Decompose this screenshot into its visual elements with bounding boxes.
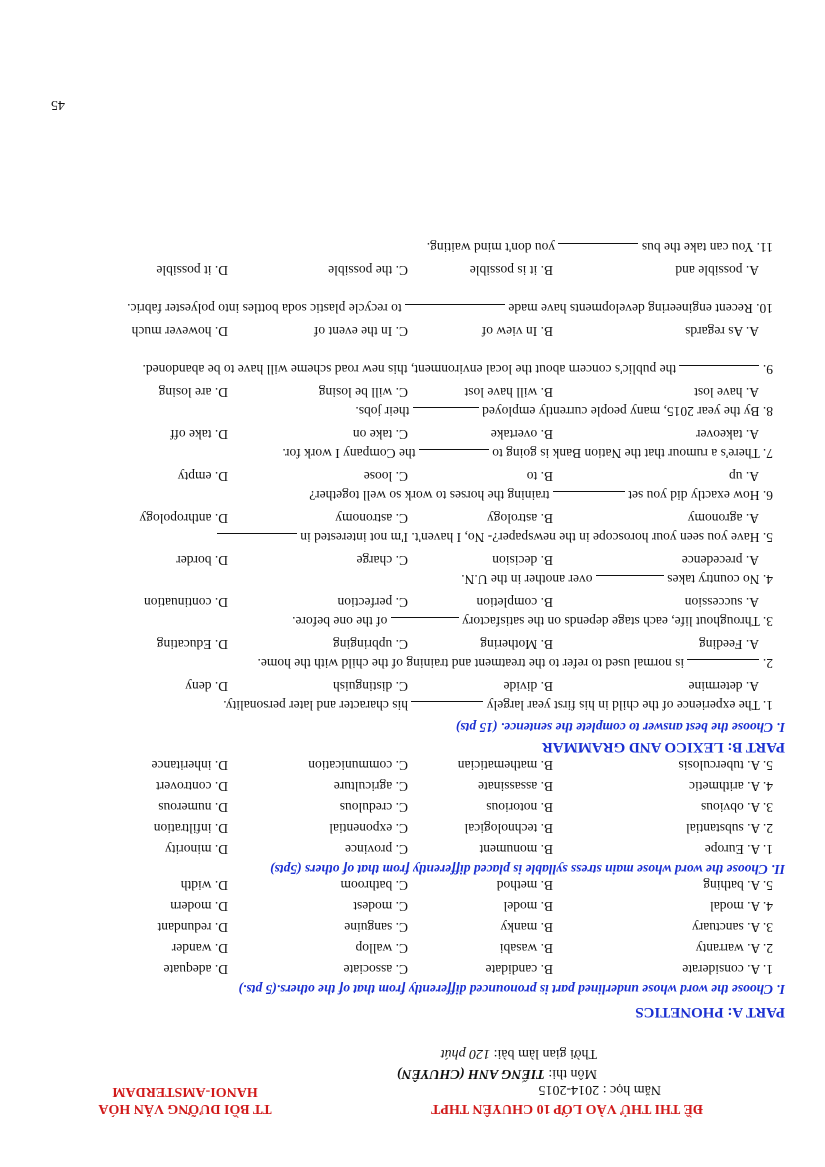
phonetics-1-option: D. adequate bbox=[163, 962, 228, 977]
answer-option[interactable]: C. loose bbox=[363, 469, 408, 484]
answer-option[interactable]: B. completion bbox=[476, 595, 553, 610]
question-text: 3. Throughout life, each stage depends on the satisfactory bbox=[458, 614, 773, 629]
part-b-instruction: I. Choose the best answer to complete the sentence. (15 pts) bbox=[455, 720, 785, 735]
phonetics-1-option: B. method bbox=[496, 878, 553, 893]
center-name: TT BỒI DƯỠNG VĂN HÓA bbox=[98, 1101, 272, 1116]
phonetics-2-row-2 bbox=[30, 816, 773, 836]
phonetics-2-option: 3. A. obvious bbox=[700, 800, 773, 815]
question-text: his character and later personality. bbox=[223, 698, 412, 713]
answer-blank[interactable] bbox=[688, 659, 760, 672]
phonetics-2-option: B. technological bbox=[464, 821, 553, 836]
phonetics-2-option: D. controvert bbox=[156, 779, 228, 794]
phonetics-2-option: B. monument bbox=[479, 842, 553, 857]
phonetics-1-option: B. candidate bbox=[485, 962, 553, 977]
phonetics-2-option: C. agriculture bbox=[333, 779, 408, 794]
answer-option[interactable]: D. border bbox=[176, 553, 228, 568]
answer-option[interactable]: B. divide bbox=[503, 679, 553, 694]
phonetics-2-row-3 bbox=[30, 795, 773, 815]
phonetics-2-option: D. minority bbox=[165, 842, 228, 857]
answer-option[interactable]: C. will be losing bbox=[318, 385, 408, 400]
time-line bbox=[441, 1043, 597, 1063]
question-text: is normal used to refer to the treatment and training of the child with the home. bbox=[257, 656, 688, 671]
answer-option[interactable]: B. Mothering bbox=[480, 637, 553, 652]
question-options bbox=[30, 258, 773, 278]
phonetics-2-option: 2. A. substantial bbox=[686, 821, 773, 836]
exam-header-right bbox=[25, 1083, 345, 1117]
answer-blank[interactable] bbox=[680, 365, 760, 378]
question-stem bbox=[28, 527, 773, 547]
answer-option[interactable]: B. it is possible bbox=[469, 263, 553, 278]
phonetics-2-row-1 bbox=[30, 837, 773, 857]
answer-option[interactable]: B. In view of bbox=[481, 324, 553, 339]
answer-option[interactable]: D. continuation bbox=[144, 595, 228, 610]
subject-prefix: Môn thi: bbox=[544, 1066, 597, 1081]
answer-option[interactable]: A. precedence bbox=[681, 553, 759, 568]
answer-blank[interactable] bbox=[559, 243, 639, 256]
phonetics-2-option: C. exponential bbox=[329, 821, 408, 836]
phonetics-1-option: 3. A. sanctuary bbox=[692, 920, 773, 935]
time-value: 120 phút bbox=[440, 1046, 491, 1061]
answer-option[interactable]: C. In the event of bbox=[313, 324, 408, 339]
phonetics-2-option: C. credulous bbox=[339, 800, 408, 815]
question-text: the public's concern about the local environment, this new road scheme will have to be abandoned. bbox=[142, 362, 680, 377]
answer-option[interactable]: A. agronomy bbox=[687, 511, 759, 526]
question-text: 6. How exactly did you set bbox=[624, 488, 773, 503]
answer-option[interactable]: D. deny bbox=[185, 679, 228, 694]
page-number: 45 bbox=[51, 97, 65, 112]
answer-blank[interactable] bbox=[411, 701, 483, 714]
phonetics-2-row-5 bbox=[30, 753, 773, 773]
question-stem bbox=[28, 443, 773, 463]
answer-blank[interactable] bbox=[405, 304, 505, 317]
phonetics-1-option: B. manky bbox=[500, 920, 553, 935]
answer-option[interactable]: D. Educating bbox=[156, 637, 228, 652]
answer-blank[interactable] bbox=[217, 533, 297, 546]
question-stem bbox=[28, 653, 773, 673]
phonetics-1-row-1 bbox=[30, 957, 773, 977]
phonetics-2-option: C. province bbox=[345, 842, 408, 857]
question-text: 7. There's a rumour that the Nation Bank is going to bbox=[488, 446, 773, 461]
question-text: 2. bbox=[759, 656, 773, 671]
part-a-title: PART A: PHONETICS bbox=[635, 1004, 785, 1020]
answer-option[interactable]: D. however much bbox=[131, 324, 228, 339]
answer-option[interactable]: C. upbringing bbox=[332, 637, 408, 652]
answer-option[interactable]: A. possible and bbox=[675, 263, 759, 278]
answer-option[interactable]: A. takeover bbox=[696, 427, 759, 442]
subject-line bbox=[397, 1063, 597, 1083]
phonetics-2-option: 1. A. Europe bbox=[704, 842, 773, 857]
phonetics-1-option: D. redundant bbox=[157, 920, 228, 935]
question-text: over another in the U.N. bbox=[461, 572, 596, 587]
question-stem bbox=[28, 485, 773, 505]
phonetics-2-option: C. communication bbox=[308, 758, 408, 773]
answer-option[interactable]: D. anthropology bbox=[139, 511, 228, 526]
answer-option[interactable]: B. will have lost bbox=[464, 385, 553, 400]
question-text: 1. The experience of the child in his first year largely bbox=[483, 698, 773, 713]
exam-header-left bbox=[397, 1081, 737, 1117]
time-prefix: Thời gian làm bài: bbox=[490, 1046, 597, 1061]
phonetics-2-option: B. notorious bbox=[486, 800, 553, 815]
question-options bbox=[30, 464, 773, 484]
phonetics-1-option: C. wallop bbox=[355, 941, 408, 956]
phonetics-1-option: C. modest bbox=[353, 899, 408, 914]
question-options bbox=[30, 422, 773, 442]
subject-name: TIẾNG ANH (CHUYÊN) bbox=[396, 1066, 545, 1081]
question-text: 5. Have you seen your horoscope in the newspaper?- No, I haven't. I'm not interested in bbox=[296, 530, 773, 545]
phonetics-2-option: 5. A. tuberculosis bbox=[678, 758, 773, 773]
answer-option[interactable]: C. astronomy bbox=[335, 511, 408, 526]
phonetics-1-option: C. bathroom bbox=[340, 878, 408, 893]
question-text: of the one before. bbox=[292, 614, 391, 629]
center-name-2: HANOI-AMSTERDAM bbox=[112, 1084, 258, 1099]
phonetics-2-option: D. infiltration bbox=[153, 821, 228, 836]
answer-option[interactable]: D. take off bbox=[170, 427, 228, 442]
phonetics-1-option: 5. A. bathing bbox=[703, 878, 773, 893]
question-text: 9. bbox=[759, 362, 773, 377]
answer-blank[interactable] bbox=[391, 617, 459, 630]
answer-option[interactable]: D. it possible bbox=[156, 263, 228, 278]
phonetics-1-row-3 bbox=[30, 915, 773, 935]
part-b-title: PART B: LEXICO AND GRAMMAR bbox=[541, 739, 785, 755]
phonetics-2-option: D. numerous bbox=[158, 800, 228, 815]
question-stem bbox=[28, 298, 773, 318]
answer-option[interactable]: C. distinguish bbox=[332, 679, 408, 694]
answer-blank[interactable] bbox=[413, 407, 479, 420]
question-text: training the horses to work so well together? bbox=[309, 488, 553, 503]
answer-option[interactable]: A. up bbox=[729, 469, 759, 484]
question-text: 11. You can take the bus bbox=[638, 240, 773, 255]
question-options bbox=[30, 506, 773, 526]
question-stem bbox=[28, 611, 773, 631]
phonetics-1-option: B. model bbox=[503, 899, 553, 914]
question-options bbox=[30, 548, 773, 568]
question-stem bbox=[28, 569, 773, 589]
phonetics-1-option: B. wasabi bbox=[499, 941, 553, 956]
question-stem bbox=[28, 359, 773, 379]
phonetics-1-option: D. width bbox=[180, 878, 228, 893]
phonetics-1-row-2 bbox=[30, 936, 773, 956]
question-text: 4. No country takes bbox=[663, 572, 773, 587]
phonetics-2-option: 4. A. arithmetic bbox=[689, 779, 773, 794]
question-text: to recycle plastic soda bottles into polyester fabric. bbox=[127, 301, 405, 316]
phonetics-2-row-4 bbox=[30, 774, 773, 794]
answer-option[interactable]: A. succession bbox=[684, 595, 759, 610]
question-text: you don't mind waiting. bbox=[426, 240, 559, 255]
answer-blank[interactable] bbox=[419, 449, 489, 462]
exam-title: ĐỀ THI THỬ VÀO LỚP 10 CHUYÊN THPT bbox=[431, 1101, 703, 1116]
answer-option[interactable]: A. Feeding bbox=[699, 637, 759, 652]
question-stem bbox=[28, 695, 773, 715]
answer-option[interactable]: A. determine bbox=[688, 679, 759, 694]
answer-option[interactable]: C. charge bbox=[356, 553, 408, 568]
phonetics-2-option: D. inheritance bbox=[151, 758, 228, 773]
question-options bbox=[30, 674, 773, 694]
answer-blank[interactable] bbox=[553, 491, 625, 504]
question-options bbox=[30, 380, 773, 400]
phonetics-1-option: C. associate bbox=[343, 962, 408, 977]
school-year: Năm học : 2014-2015 bbox=[538, 1082, 661, 1097]
part-a-instruction-2: II. Choose the word whose main stress syllable is placed differently from that of others (5pts) bbox=[269, 862, 785, 877]
answer-option[interactable]: C. perfection bbox=[337, 595, 408, 610]
answer-option[interactable]: B. overtake bbox=[490, 427, 553, 442]
answer-option[interactable]: C. take on bbox=[352, 427, 408, 442]
phonetics-1-option: C. sanguine bbox=[344, 920, 408, 935]
phonetics-2-option: B. assassinate bbox=[478, 779, 553, 794]
answer-option[interactable]: B. to bbox=[526, 469, 553, 484]
phonetics-1-option: D. wander bbox=[171, 941, 228, 956]
phonetics-2-option: B. mathematician bbox=[457, 758, 553, 773]
answer-option[interactable]: B. decision bbox=[492, 553, 553, 568]
answer-option[interactable]: D. are losing bbox=[158, 385, 228, 400]
question-stem bbox=[28, 401, 773, 421]
answer-option[interactable]: B. astrology bbox=[487, 511, 553, 526]
answer-option[interactable]: D. empty bbox=[177, 469, 228, 484]
question-text: the Company I work for. bbox=[282, 446, 419, 461]
question-stem bbox=[28, 237, 773, 257]
answer-blank[interactable] bbox=[596, 575, 664, 588]
phonetics-1-option: 1. A. considerate bbox=[682, 962, 773, 977]
phonetics-1-option: D. modern bbox=[170, 899, 228, 914]
phonetics-1-option: 2. A. warranty bbox=[695, 941, 773, 956]
phonetics-1-row-4 bbox=[30, 894, 773, 914]
phonetics-1-row-5 bbox=[30, 873, 773, 893]
part-a-instruction-1: I. Choose the word whose underlined part is pronounced differently from that of the others.(5 pts.) bbox=[238, 982, 785, 997]
question-text: 8. By the year 2015, many people currently employed bbox=[478, 404, 773, 419]
question-options bbox=[30, 590, 773, 610]
question-text: 10. Recent engineering developments have made bbox=[504, 301, 773, 316]
answer-option[interactable]: A. have lost bbox=[694, 385, 759, 400]
question-options bbox=[30, 319, 773, 339]
phonetics-1-option: 4. A. modal bbox=[710, 899, 773, 914]
answer-option[interactable]: C. the possible bbox=[328, 263, 408, 278]
answer-option[interactable]: A. As regards bbox=[685, 324, 759, 339]
question-text: their jobs. bbox=[355, 404, 413, 419]
question-options bbox=[30, 632, 773, 652]
